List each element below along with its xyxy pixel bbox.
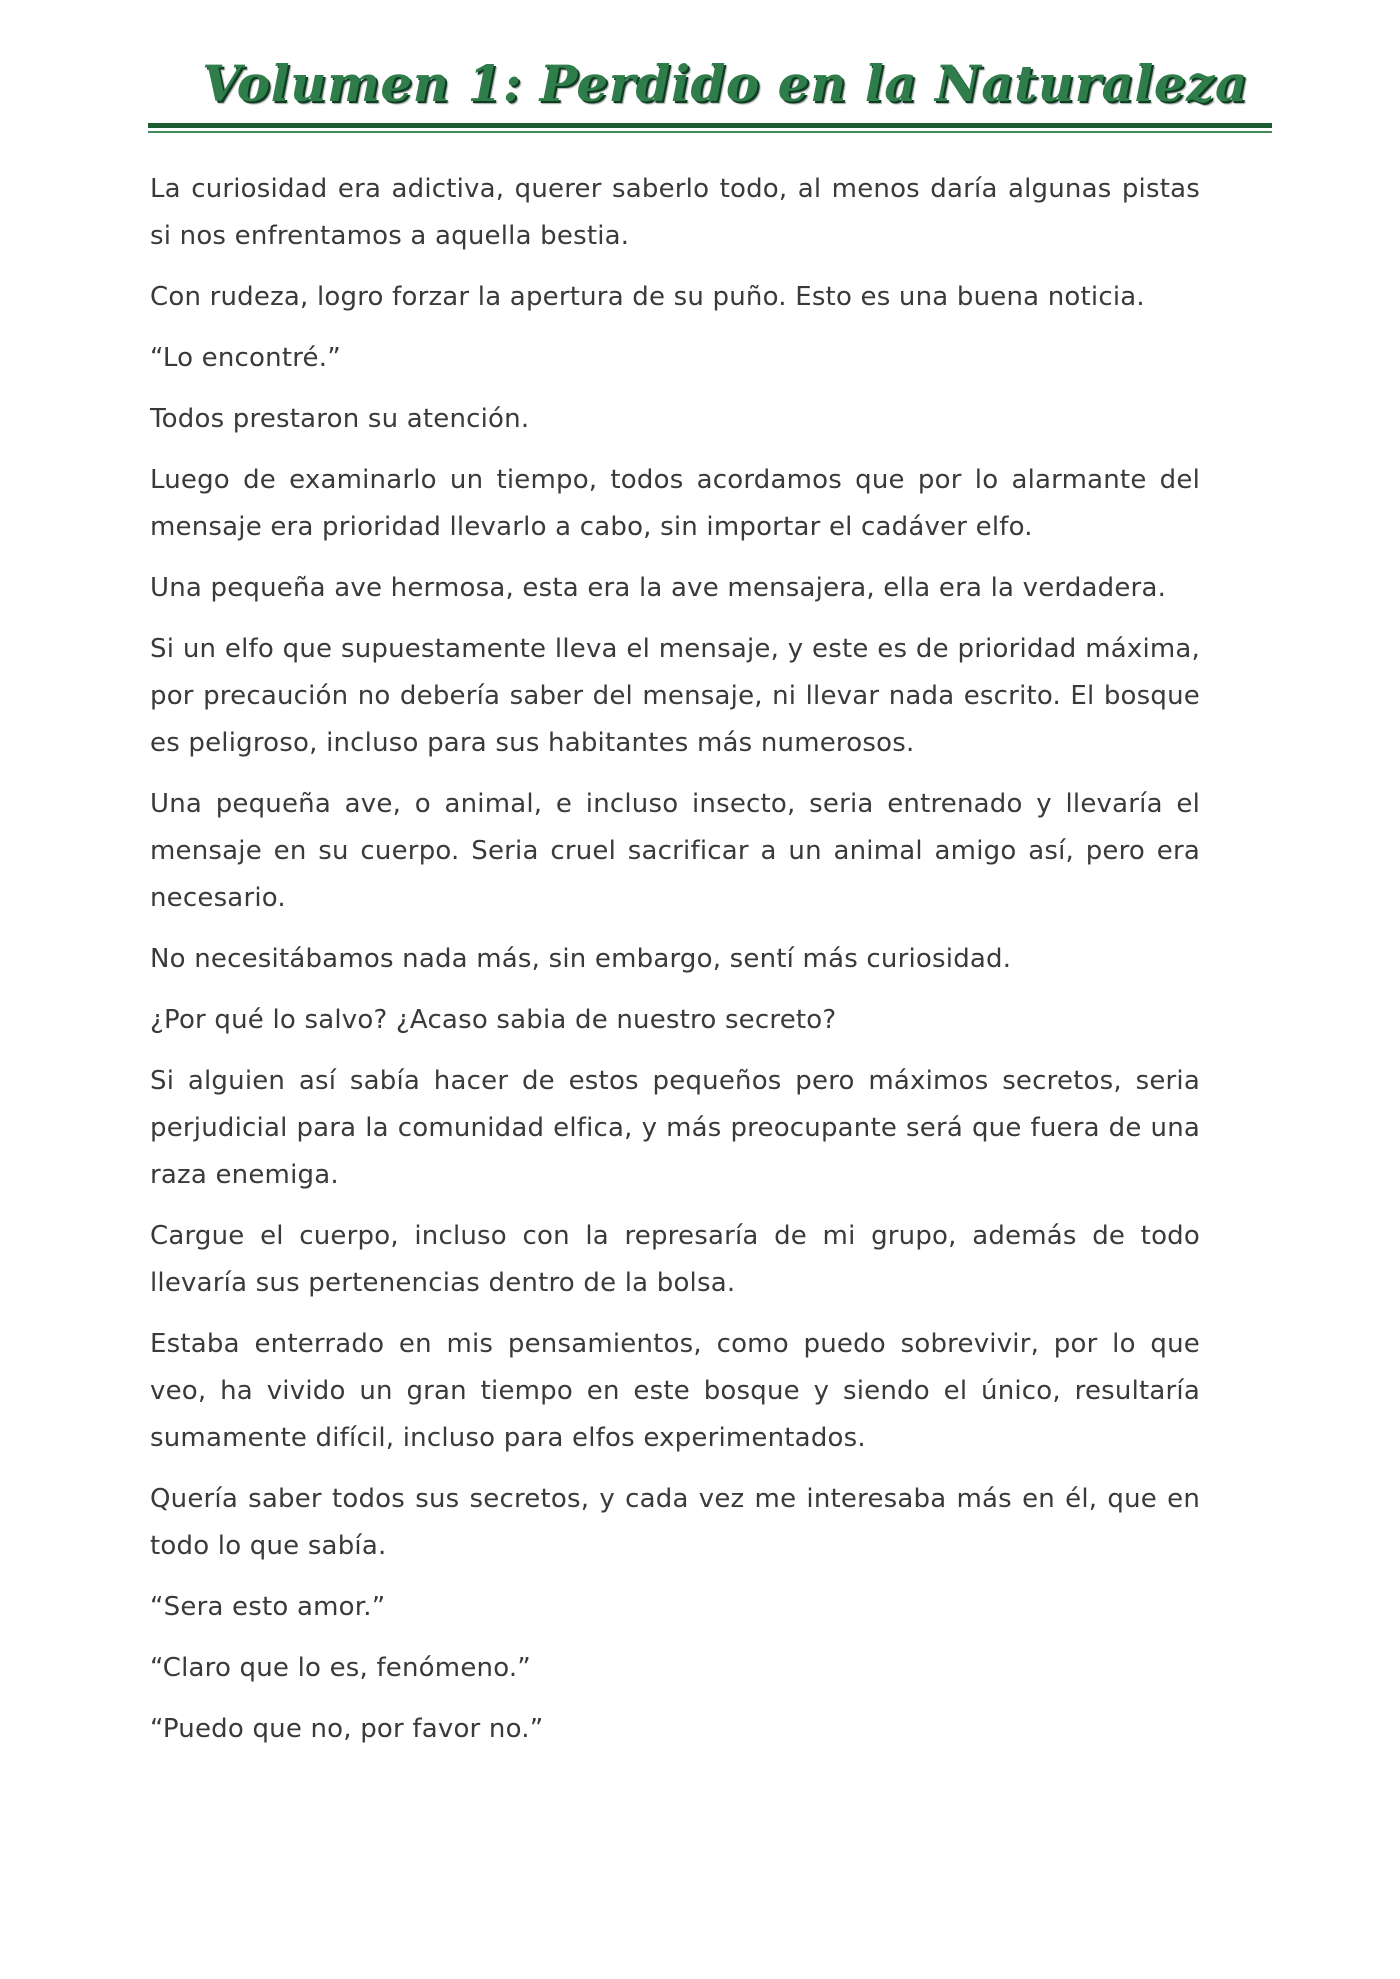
paragraph: Luego de examinarlo un tiempo, todos acordamos que por lo alarmante del mensaje era prioridad llevarlo a cabo, sin importar el cadáver elfo. xyxy=(150,465,1200,542)
chapter-title: Volumen 1: Perdido en la Naturaleza xyxy=(202,54,1248,113)
paragraph: Con rudeza, logro forzar la apertura de su puño. Esto es una buena noticia. xyxy=(150,282,1145,312)
paragraph: “Puedo que no, por favor no.” xyxy=(150,1714,544,1744)
paragraph: ¿Por qué lo salvo? ¿Acaso sabia de nuestro secreto? xyxy=(150,1005,837,1035)
paragraph: Si alguien así sabía hacer de estos pequeños pero máximos secretos, seria perjudicial para la comunidad elfica, y más preocupante será que fuera de una raza enemiga. xyxy=(150,1066,1200,1190)
paragraph: No necesitábamos nada más, sin embargo, sentí más curiosidad. xyxy=(150,944,1012,974)
paragraph: “Sera esto amor.” xyxy=(150,1592,386,1622)
paragraph: Cargue el cuerpo, incluso con la represaría de mi grupo, además de todo llevaría sus pertenencias dentro de la bolsa. xyxy=(150,1221,1200,1298)
header-rule-thick xyxy=(148,123,1272,128)
paragraph: Si un elfo que supuestamente lleva el mensaje, y este es de prioridad máxima, por precaución no debería saber del mensaje, ni llevar nada escrito. El bosque es peligroso, incluso para sus habitantes más numerosos. xyxy=(150,634,1200,758)
page-header xyxy=(148,52,1272,116)
paragraph: Todos prestaron su atención. xyxy=(150,404,530,434)
body-text xyxy=(150,166,1200,1767)
paragraph: La curiosidad era adictiva, querer saberlo todo, al menos daría algunas pistas si nos enfrentamos a aquella bestia. xyxy=(150,174,1200,251)
paragraph: Una pequeña ave, o animal, e incluso insecto, seria entrenado y llevaría el mensaje en su cuerpo. Seria cruel sacrificar a un animal amigo así, pero era necesario. xyxy=(150,789,1200,913)
paragraph: Quería saber todos sus secretos, y cada vez me interesaba más en él, que en todo lo que sabía. xyxy=(150,1484,1200,1561)
paragraph: “Claro que lo es, fenómeno.” xyxy=(150,1653,531,1683)
paragraph: Una pequeña ave hermosa, esta era la ave mensajera, ella era la verdadera. xyxy=(150,573,1167,603)
paragraph: Estaba enterrado en mis pensamientos, como puedo sobrevivir, por lo que veo, ha vivido un gran tiempo en este bosque y siendo el único, resultaría sumamente difícil, incluso para elfos experimentados. xyxy=(150,1329,1200,1453)
header-rule-thin xyxy=(148,131,1272,133)
paragraph: “Lo encontré.” xyxy=(150,343,341,373)
